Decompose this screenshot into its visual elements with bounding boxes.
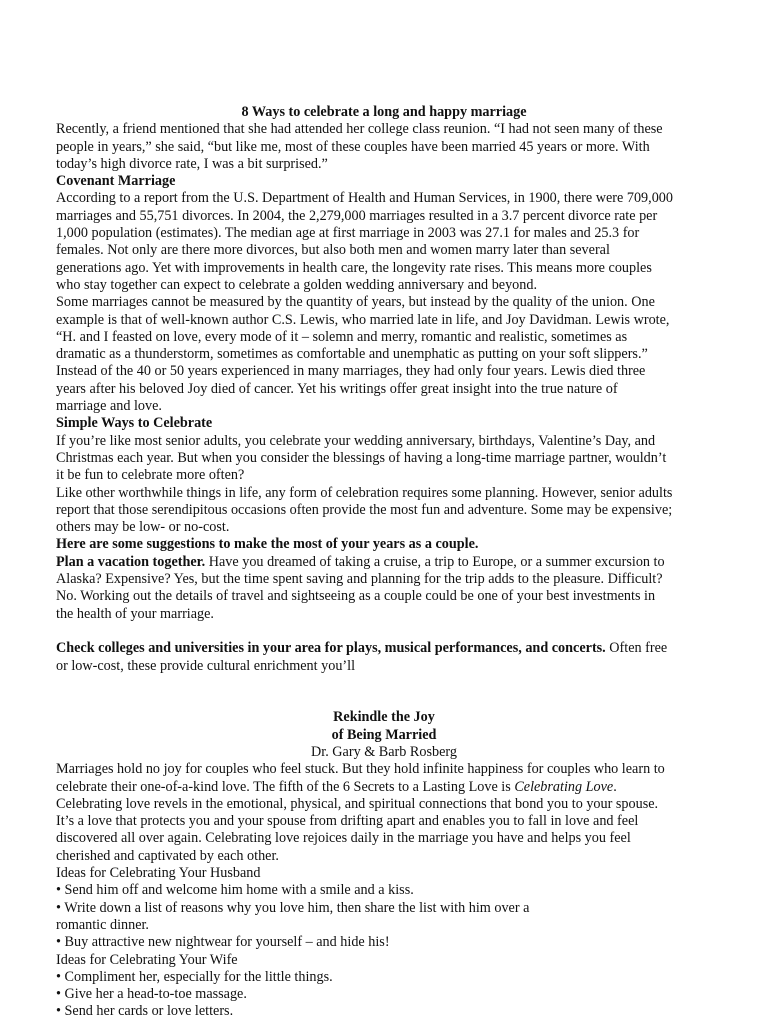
- text-line: 1,000 population (estimates). The median age at first marriage in 2003 was 27.1 for males and 25.3 for: [56, 225, 640, 242]
- article2-paragraph-2: [56, 796, 712, 865]
- suggestions-heading: Here are some suggestions to make the most of your years as a couple.: [56, 536, 479, 553]
- vacation-lead: Plan a vacation together.: [56, 553, 206, 570]
- text-line: report that those serendipitous occasions often provide the most fun and adventure. Some may be expensive;: [56, 501, 673, 518]
- simple-paragraph-2: [56, 485, 712, 537]
- text-line: marriage and love.: [56, 398, 162, 415]
- list-item: • Compliment her, especially for the little things.: [56, 968, 333, 985]
- text-line: people in years,” she said, “but like me, most of these couples have been married 45 years or more. With: [56, 138, 650, 155]
- text-span: celebrate their one-of-a-kind love. The fifth of the 6 Secrets to a Lasting Love is: [56, 778, 515, 795]
- text-line: the health of your marriage.: [56, 605, 214, 622]
- text-line: According to a report from the U.S. Department of Health and Human Services, in 1900, there were 709,000: [56, 190, 673, 207]
- article2-paragraph-1: [56, 761, 712, 796]
- text-line: If you’re like most senior adults, you celebrate your wedding anniversary, birthdays, Valentine’s Day, and: [56, 432, 656, 449]
- blank-line: [56, 623, 712, 640]
- article2-title-line2: of Being Married: [331, 726, 437, 743]
- section-heading-simple-ways: Simple Ways to Celebrate: [56, 415, 213, 432]
- text-line: example is that of well-known author C.S. Lewis, who married late in life, and Joy Davidman. Lewis wrote,: [56, 311, 670, 328]
- wife-ideas-list: [56, 969, 712, 1021]
- simple-paragraph-1: [56, 433, 712, 485]
- colleges-lead: Check colleges and universities in your area for plays, musical performances, and concerts.: [56, 640, 606, 657]
- text-line: generations ago. Yet with improvements in health care, the longevity rate rises. This means more couples: [56, 259, 652, 276]
- text-line: Instead of the 40 or 50 years experienced in many marriages, they had only four years. Lewis died three: [56, 363, 646, 380]
- text-line: [56, 640, 712, 657]
- text-line: it be fun to celebrate more often?: [56, 467, 245, 484]
- vacation-paragraph: [56, 554, 712, 623]
- husband-ideas-list: [56, 882, 712, 951]
- document-page: [56, 104, 712, 1021]
- text-line: Celebrating love revels in the emotional, physical, and spiritual connections that bond you to your spouse.: [56, 795, 659, 812]
- text-line: today’s high divorce rate, I was a bit surprised.”: [56, 155, 328, 172]
- husband-ideas-heading: Ideas for Celebrating Your Husband: [56, 865, 261, 882]
- text-line: Marriages hold no joy for couples who feel stuck. But they hold infinite happiness for couples who learn to: [56, 761, 665, 778]
- list-item: • Write down a list of reasons why you love him, then share the list with him over a: [56, 899, 530, 916]
- text-line: cherished and captivated by each other.: [56, 847, 279, 864]
- text-line: others may be low- or no-cost.: [56, 519, 230, 536]
- list-item: • Buy attractive new nightwear for yourself – and hide his!: [56, 934, 390, 951]
- text-line: discovered all over again. Celebrating love rejoices daily in the marriage you have and helps you feel: [56, 830, 631, 847]
- colleges-paragraph: [56, 640, 712, 675]
- article-title: 8 Ways to celebrate a long and happy marriage: [241, 104, 527, 120]
- book-title: Celebrating Love: [514, 778, 614, 795]
- text-line: or low-cost, these provide cultural enrichment you’ll: [56, 657, 356, 674]
- covenant-paragraph-1: [56, 190, 712, 294]
- list-item: romantic dinner.: [56, 916, 149, 933]
- text-line: who stay together can expect to celebrate a golden wedding anniversary and beyond.: [56, 276, 538, 293]
- section-gap: [56, 675, 712, 710]
- text-line: Alaska? Expensive? Yes, but the time spent saving and planning for the trip adds to the pleasure. Difficult?: [56, 571, 663, 588]
- text-line: marriages and 55,751 divorces. In 2004, the 2,279,000 marriages resulted in a 3.7 percent divorce rate per: [56, 207, 658, 224]
- text-line: Like other worthwhile things in life, any form of celebration requires some planning. However, senior adults: [56, 484, 673, 501]
- text-line: years after his beloved Joy died of cancer. Yet his writings offer great insight into the true nature of: [56, 380, 618, 397]
- colleges-text: Often free: [605, 640, 668, 657]
- text-line: Some marriages cannot be measured by the quantity of years, but instead by the quality of the union. One: [56, 294, 655, 311]
- text-line: females. Not only are there more divorces, but also both men and women marry later than several: [56, 242, 610, 259]
- text-line: dramatic as a thunderstorm, sometimes as comfortable and unemphatic as putting on your soft slippers.”: [56, 346, 648, 363]
- text-line: [56, 779, 712, 796]
- text-line: Christmas each year. But when you consider the blessings of having a long-time marriage partner, wouldn’t: [56, 449, 667, 466]
- list-item: • Send her cards or love letters.: [56, 1003, 234, 1020]
- covenant-paragraph-2: [56, 294, 712, 415]
- article2-byline: Dr. Gary & Barb Rosberg: [311, 743, 457, 760]
- intro-paragraph: [56, 121, 712, 173]
- wife-ideas-heading: Ideas for Celebrating Your Wife: [56, 951, 238, 968]
- text-line: “H. and I feasted on love, every mode of it – solemn and merry, romantic and realistic, sometimes as: [56, 328, 628, 345]
- text-line: No. Working out the details of travel and sightseeing as a couple could be one of your best investments in: [56, 588, 656, 605]
- list-item: • Give her a head-to-toe massage.: [56, 986, 247, 1003]
- text-span: .: [613, 778, 617, 795]
- text-line: [56, 554, 712, 571]
- list-item: • Send him off and welcome him home with a smile and a kiss.: [56, 882, 414, 899]
- section-heading-covenant: Covenant Marriage: [56, 173, 176, 190]
- text-line: Recently, a friend mentioned that she had attended her college class reunion. “I had not seen many of these: [56, 121, 663, 138]
- article2-title-line1: Rekindle the Joy: [333, 709, 435, 726]
- vacation-text: Have you dreamed of taking a cruise, a trip to Europe, or a summer excursion to: [205, 553, 665, 570]
- text-line: It’s a love that protects you and your spouse from drifting apart and enables you to fall in love and feel: [56, 813, 639, 830]
